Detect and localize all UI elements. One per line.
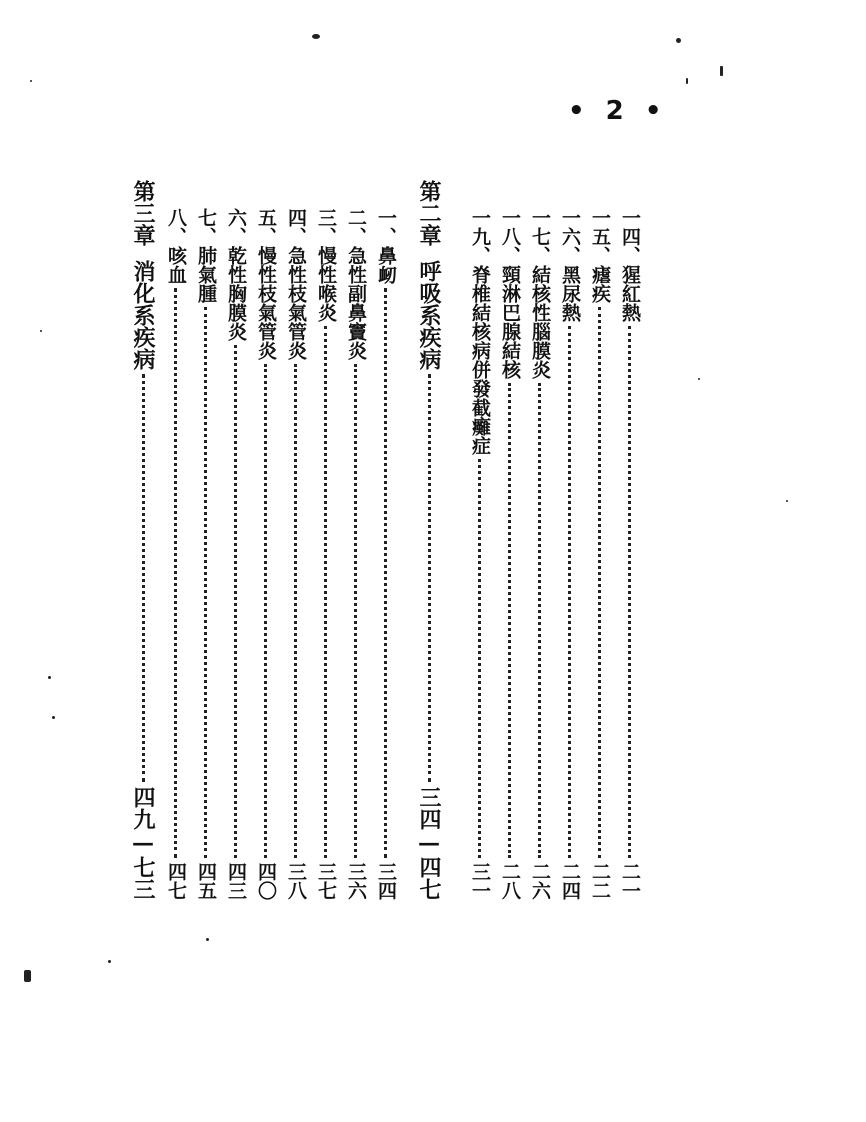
entry-page: 四三 [225, 862, 247, 900]
dot-leader [234, 345, 237, 858]
entry-title: 慢性喉炎 [315, 246, 337, 322]
toc-entry-5[interactable] [256, 208, 275, 900]
dot-leader [538, 383, 541, 858]
entry-title: 急性枝氣管炎 [285, 246, 307, 360]
entry-number: 一六、 [559, 208, 581, 265]
entry-number: 二、 [345, 208, 367, 246]
entry-page: 三七 [315, 862, 337, 900]
entry-page: 三六 [345, 862, 367, 900]
chapter-title: 消化系疾病 [130, 260, 156, 370]
dot-leader [478, 459, 481, 858]
toc-chapter-3[interactable] [132, 180, 154, 900]
page-marker: • 2 • [568, 96, 668, 126]
toc-entry-16[interactable] [560, 208, 579, 900]
chapter-title: 呼吸系疾病 [416, 260, 442, 370]
entry-title: 頸淋巴腺結核 [499, 265, 521, 379]
entry-page: 二八 [499, 862, 521, 900]
dot-leader [628, 326, 631, 858]
chapter-pages: 四九—七三 [130, 786, 156, 900]
toc-entry-3[interactable] [316, 208, 335, 900]
entry-title: 猩紅熱 [619, 265, 641, 322]
entry-number: 一七、 [529, 208, 551, 265]
entry-page: 二二 [589, 862, 611, 900]
entry-number: 八、 [165, 208, 187, 246]
toc-entry-4[interactable] [286, 208, 305, 900]
toc-entry-18[interactable] [500, 208, 519, 900]
toc-entry-1[interactable] [376, 208, 395, 900]
entry-page: 三八 [285, 862, 307, 900]
entry-number: 一九、 [469, 208, 491, 265]
entry-title: 乾性胸膜炎 [225, 246, 247, 341]
toc-entry-6[interactable] [226, 208, 245, 900]
dot-leader [294, 364, 297, 858]
entry-page: 二一 [619, 862, 641, 900]
entry-title: 黑尿熱 [559, 265, 581, 322]
entry-page: 四五 [195, 862, 217, 900]
entry-page: 三四 [375, 862, 397, 900]
dot-leader [598, 307, 601, 858]
entry-number: 一五、 [589, 208, 611, 265]
entry-page: 四七 [165, 862, 187, 900]
entry-title: 瘧疾 [589, 265, 611, 303]
entry-title: 肺氣腫 [195, 246, 217, 303]
chapter-number: 第三章 [130, 180, 156, 246]
dot-leader [204, 307, 207, 858]
toc-entry-17[interactable] [530, 208, 549, 900]
chapter-number: 第二章 [416, 180, 442, 246]
entry-page: 四〇 [255, 862, 277, 900]
dot-leader [264, 364, 267, 858]
entry-page: 三一 [469, 862, 491, 900]
entry-title: 急性副鼻竇炎 [345, 246, 367, 360]
dot-leader [384, 288, 387, 858]
entry-number: 七、 [195, 208, 217, 246]
toc-chapter-2[interactable] [418, 180, 440, 900]
entry-title: 鼻衂 [375, 246, 397, 284]
entry-number: 六、 [225, 208, 247, 246]
entry-number: 五、 [255, 208, 277, 246]
entry-title: 結核性腦膜炎 [529, 265, 551, 379]
entry-number: 一四、 [619, 208, 641, 265]
toc-entry-2[interactable] [346, 208, 365, 900]
dot-leader [174, 288, 177, 858]
dot-leader [508, 383, 511, 858]
entry-title: 慢性枝氣管炎 [255, 246, 277, 360]
entry-number: 一八、 [499, 208, 521, 265]
toc-entry-8[interactable] [166, 208, 185, 900]
dot-leader [428, 374, 431, 782]
toc-entry-19[interactable] [470, 208, 489, 900]
entry-number: 四、 [285, 208, 307, 246]
dot-leader [324, 326, 327, 858]
entry-number: 一、 [375, 208, 397, 246]
entry-title: 脊椎結核病併發截癱症 [469, 265, 491, 455]
chapter-pages: 三四—四七 [416, 786, 442, 900]
dot-leader [568, 326, 571, 858]
entry-page: 二四 [559, 862, 581, 900]
toc-entry-14[interactable] [620, 208, 639, 900]
entry-title: 咳血 [165, 246, 187, 284]
toc-entry-15[interactable] [590, 208, 609, 900]
toc-entry-7[interactable] [196, 208, 215, 900]
dot-leader [142, 374, 145, 782]
entry-number: 三、 [315, 208, 337, 246]
entry-page: 二六 [529, 862, 551, 900]
dot-leader [354, 364, 357, 858]
